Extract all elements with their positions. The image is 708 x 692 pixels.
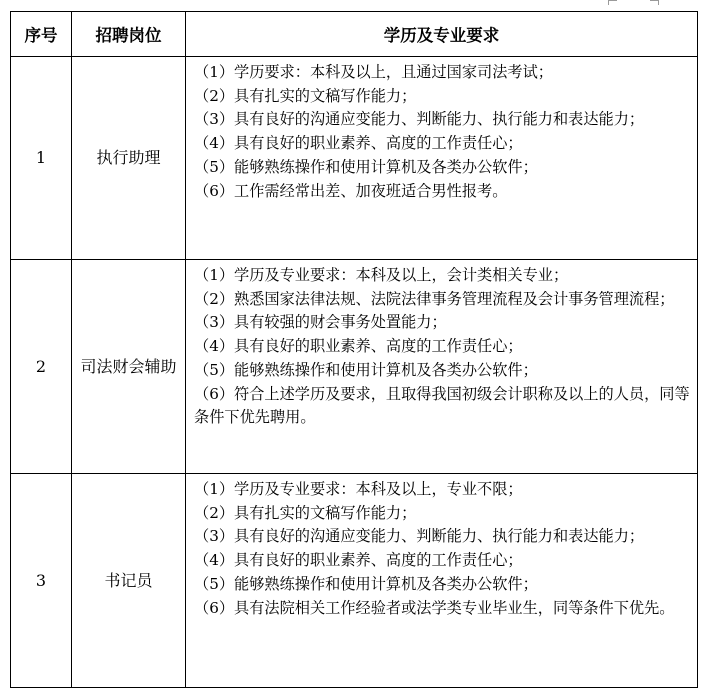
requirement-item: （3）具有良好的沟通应变能力、判断能力、执行能力和表达能力； <box>194 527 645 546</box>
header-position: 招聘岗位 <box>72 12 186 57</box>
row-number: 1 <box>11 57 72 260</box>
header-requirements: 学历及专业要求 <box>186 12 698 57</box>
requirement-item: （1）学历及专业要求：本科及以上，专业不限； <box>194 480 523 498</box>
requirement-item: （2）具有扎实的文稿写作能力； <box>194 86 417 105</box>
requirement-item: （6）符合上述学历及要求，且取得我国初级会计职称及以上的人员，同等条件下优先聘用。 <box>194 384 690 427</box>
table-header-row <box>11 12 698 57</box>
requirement-item: （4）具有良好的职业素养、高度的工作责任心； <box>194 551 523 570</box>
table-row <box>11 57 698 260</box>
requirement-item: （6）具有法院相关工作经验者或法学类专业毕业生，同等条件下优先。 <box>194 598 675 617</box>
page-corner-mark-right <box>650 0 659 5</box>
header-no: 序号 <box>11 12 72 57</box>
requirement-item: （3）具有良好的沟通应变能力、判断能力、执行能力和表达能力； <box>194 110 645 129</box>
requirement-item: （3）具有较强的财会事务处置能力； <box>194 313 447 332</box>
row-number: 3 <box>11 474 72 688</box>
table-row <box>11 474 698 688</box>
position-name: 书记员 <box>72 474 186 688</box>
requirements-cell <box>186 474 698 688</box>
requirement-item: （1）学历及专业要求：本科及以上，会计类相关专业； <box>194 266 569 284</box>
requirement-item: （6）工作需经常出差、加夜班适合男性报考。 <box>194 181 508 200</box>
table-row <box>11 260 698 474</box>
requirement-item: （5）能够熟练操作和使用计算机及各类办公软件； <box>194 574 538 593</box>
position-name: 执行助理 <box>72 57 186 260</box>
requirement-item: （2）具有扎实的文稿写作能力； <box>194 503 417 522</box>
requirement-item: （2）熟悉国家法律法规、法院法律事务管理流程及会计事务管理流程； <box>194 289 675 308</box>
row-number: 2 <box>11 260 72 474</box>
requirements-cell <box>186 57 698 260</box>
requirements-cell <box>186 260 698 474</box>
page-corner-mark-left <box>608 0 617 5</box>
recruitment-requirements-table <box>10 11 698 688</box>
position-name: 司法财会辅助 <box>72 260 186 474</box>
requirement-item: （1）学历要求：本科及以上，且通过国家司法考试； <box>194 63 553 81</box>
requirement-item: （5）能够熟练操作和使用计算机及各类办公软件； <box>194 157 538 176</box>
requirement-item: （5）能够熟练操作和使用计算机及各类办公软件； <box>194 360 538 379</box>
requirement-item: （4）具有良好的职业素养、高度的工作责任心； <box>194 134 523 153</box>
requirement-item: （4）具有良好的职业素养、高度的工作责任心； <box>194 337 523 356</box>
